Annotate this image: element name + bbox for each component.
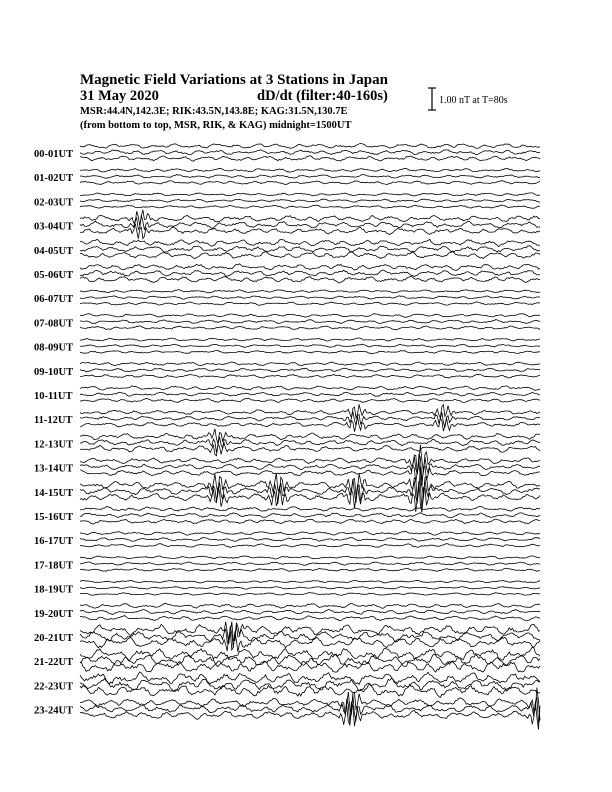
hour-label: 11-12UT — [34, 415, 73, 427]
trace-line — [80, 175, 540, 179]
trace-line — [80, 239, 540, 246]
trace-line — [80, 290, 540, 293]
trace-line — [80, 246, 540, 253]
trace-line — [80, 374, 540, 378]
trace-line — [80, 168, 540, 172]
trace-line — [80, 351, 540, 354]
trace-line — [80, 270, 540, 277]
quantity-label: dD/dt (filter:40-160s) — [257, 88, 388, 104]
trace-line — [80, 538, 540, 542]
trace-line — [80, 580, 540, 583]
trace-line — [80, 593, 540, 596]
trace-line — [80, 507, 540, 512]
trace-line — [80, 513, 540, 518]
hour-label: 08-09UT — [34, 342, 74, 354]
hour-label: 03-04UT — [34, 221, 74, 233]
trace-line — [80, 695, 540, 724]
trace-line — [80, 223, 540, 238]
trace-line — [80, 603, 540, 608]
trace-line — [80, 215, 540, 229]
trace-line — [80, 398, 540, 402]
trace-line — [80, 150, 540, 155]
trace-line — [80, 519, 540, 524]
hour-label: 04-05UT — [34, 245, 74, 257]
hour-label: 07-08UT — [34, 318, 74, 330]
trace-line — [80, 568, 540, 571]
trace-line — [80, 205, 540, 208]
hour-label: 00-01UT — [34, 149, 74, 160]
hour-label: 06-07UT — [34, 294, 74, 306]
hour-label: 20-21UT — [34, 633, 74, 644]
hour-label: 09-10UT — [34, 366, 74, 378]
date-line: 31 May 2020 — [80, 88, 159, 104]
hour-label: 05-06UT — [34, 270, 74, 281]
hour-label: 16-17UT — [34, 536, 74, 548]
trace-line — [80, 460, 540, 487]
trace-line — [80, 443, 540, 456]
trace-line — [80, 586, 540, 589]
hour-label: 13-14UT — [34, 463, 74, 475]
trace-line — [80, 210, 540, 226]
trace-line — [80, 404, 540, 417]
hour-label: 17-18UT — [34, 560, 74, 572]
trace-line — [80, 616, 540, 621]
trace-line — [80, 622, 540, 644]
hour-label: 10-11UT — [34, 391, 73, 402]
stations-line: MSR:44.4N,142.3E; RIK:43.5N,143.8E; KAG:31.5N,130.7E — [80, 106, 348, 117]
trace-line — [80, 326, 540, 330]
trace-line — [80, 181, 540, 185]
trace-line — [80, 320, 540, 324]
trace-line — [80, 610, 540, 615]
hour-label: 22-23UT — [34, 681, 74, 693]
trace-line — [80, 544, 540, 548]
trace-line — [80, 264, 540, 270]
trace-line — [80, 193, 540, 196]
trace-line — [80, 467, 540, 500]
trace-line — [80, 392, 540, 396]
hour-label: 02-03UT — [34, 197, 74, 209]
hour-label: 15-16UT — [34, 512, 74, 523]
trace-line — [80, 368, 540, 372]
trace-line — [80, 276, 540, 283]
order-note: (from bottom to top, MSR, RIK, & KAG) midnight=1500UT — [80, 120, 352, 131]
hour-label: 12-13UT — [34, 439, 74, 451]
hour-label: 01-02UT — [34, 173, 74, 185]
hour-rows — [34, 143, 540, 729]
trace-line — [80, 143, 540, 148]
hour-label: 21-22UT — [34, 657, 74, 669]
trace-line — [80, 338, 540, 341]
trace-line — [80, 296, 540, 299]
trace-line — [80, 654, 540, 666]
trace-line — [80, 344, 540, 347]
trace-line — [80, 531, 540, 535]
hour-label: 19-20UT — [34, 608, 74, 620]
trace-line — [80, 156, 540, 162]
trace-line — [80, 314, 540, 318]
trace-line — [80, 556, 540, 559]
trace-line — [80, 252, 540, 259]
trace-line — [80, 302, 540, 306]
trace-line — [80, 455, 540, 481]
trace-line — [80, 386, 540, 391]
trace-line — [80, 362, 540, 366]
trace-line — [80, 437, 540, 453]
hour-label: 18-19UT — [34, 584, 74, 596]
scale-label: 1.00 nT at T=80s — [439, 95, 508, 106]
figure-title: Magnetic Field Variations at 3 Stations in Japan — [80, 72, 388, 88]
hour-label: 14-15UT — [34, 487, 74, 499]
trace-line — [80, 199, 540, 202]
trace-line — [80, 660, 540, 672]
trace-line — [80, 445, 540, 474]
trace-line — [80, 562, 540, 565]
scale-bar — [428, 88, 436, 110]
hour-label: 23-24UT — [34, 705, 74, 717]
